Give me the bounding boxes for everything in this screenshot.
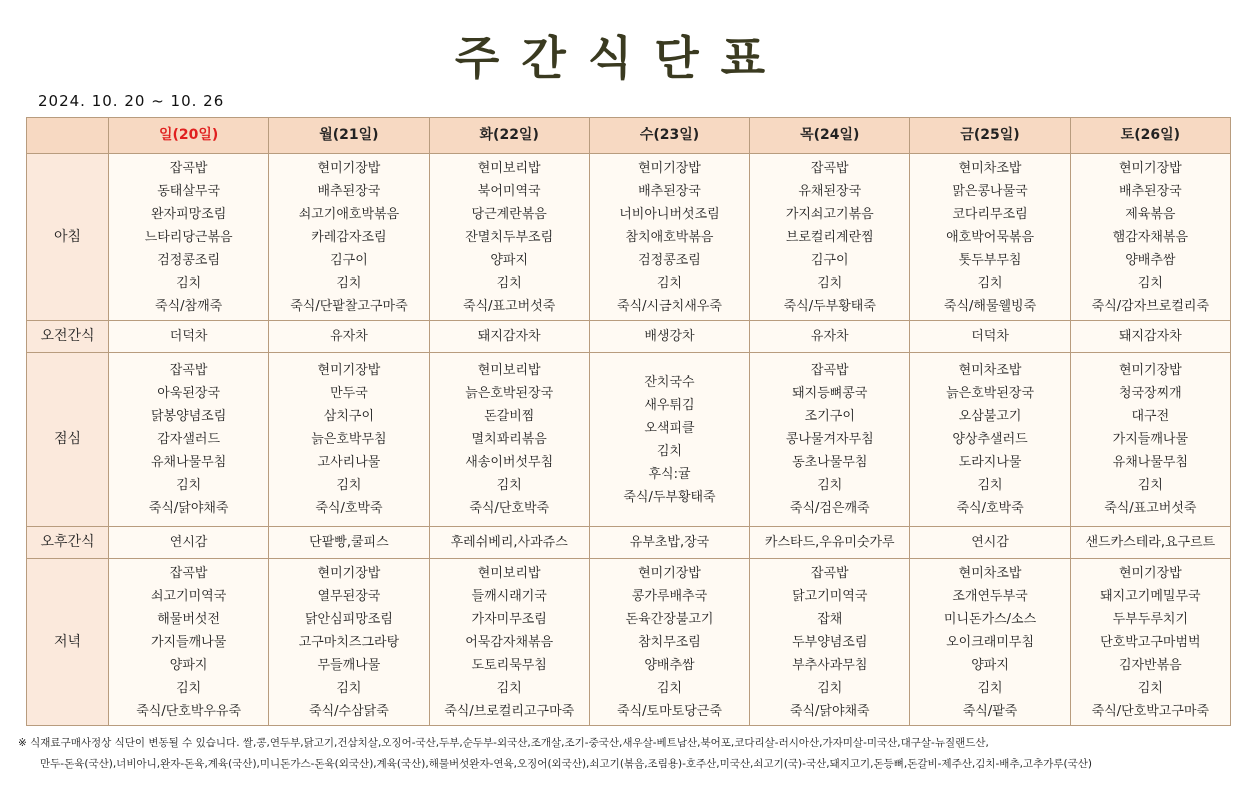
day-header: 금(25일) — [910, 118, 1070, 154]
meal-label: 오전간식 — [27, 321, 109, 353]
menu-cell — [589, 527, 749, 559]
menu-cell — [429, 527, 589, 559]
menu-item: 유채나물무침 — [1112, 455, 1189, 470]
menu-item: 유자차 — [810, 329, 849, 344]
menu-item: 너비아니버섯조림 — [619, 206, 720, 222]
menu-item: 가지들깨나물 — [1112, 432, 1189, 447]
menu-item: 김치 — [176, 680, 202, 696]
menu-item: 고구마치즈그라탕 — [298, 634, 400, 650]
menu-item: 김치 — [656, 443, 683, 459]
weekly-menu-table — [26, 117, 1231, 726]
menu-item: 참치무조림 — [638, 634, 701, 650]
menu-item: 열무된장국 — [317, 588, 381, 604]
menu-cell — [910, 154, 1070, 321]
menu-cell — [589, 321, 749, 353]
menu-item: 죽식/참깨죽 — [155, 298, 223, 314]
menu-item: 쇠고기애호박볶음 — [298, 206, 400, 222]
menu-item: 두부양념조림 — [792, 634, 868, 650]
menu-item: 후식:귤 — [648, 466, 691, 482]
menu-item: 배추된장국 — [317, 183, 381, 199]
menu-item: 잡곡밥 — [810, 363, 849, 378]
menu-cell — [589, 559, 749, 726]
menu-item: 죽식/브로컬리고구마죽 — [444, 703, 575, 719]
menu-item: 김치 — [336, 680, 362, 696]
menu-item: 죽식/해물웰빙죽 — [943, 298, 1037, 314]
meal-row — [27, 321, 1231, 353]
menu-item: 죽식/단호박고구마죽 — [1091, 703, 1210, 719]
menu-item: 검정콩조림 — [157, 252, 221, 268]
menu-cell — [269, 154, 429, 321]
menu-item: 죽식/단호박우유죽 — [136, 703, 242, 719]
menu-item: 김치 — [336, 275, 362, 291]
day-header: 화(22일) — [429, 118, 589, 154]
menu-item: 톳두부무침 — [958, 252, 1022, 268]
menu-item: 현미기장밥 — [317, 160, 381, 176]
menu-item: 동태살무국 — [157, 183, 221, 199]
menu-cell — [269, 559, 429, 726]
menu-item: 카레감자조림 — [311, 229, 387, 245]
menu-item: 늙은호박된장국 — [465, 386, 554, 401]
menu-cell — [750, 527, 910, 559]
menu-item: 양배추쌈 — [644, 657, 695, 673]
menu-item: 잡곡밥 — [169, 160, 208, 176]
menu-cell — [109, 154, 269, 321]
menu-item: 애호박어묵볶음 — [946, 229, 1034, 245]
menu-item: 콩나물겨자무침 — [785, 432, 874, 447]
day-header: 토(26일) — [1070, 118, 1230, 154]
menu-item: 들깨시래기국 — [471, 588, 547, 604]
menu-item: 늙은호박된장국 — [946, 386, 1034, 401]
menu-item: 김치 — [817, 275, 843, 291]
menu-cell — [429, 559, 589, 726]
menu-item: 김치 — [176, 275, 202, 291]
menu-item: 연시감 — [169, 535, 208, 550]
menu-cell — [109, 321, 269, 353]
menu-item: 죽식/두부황태죽 — [623, 489, 716, 505]
menu-item: 유부초밥,장국 — [629, 535, 710, 550]
menu-item: 배추된장국 — [1118, 183, 1182, 199]
menu-item: 김구이 — [810, 252, 849, 268]
menu-cell — [910, 353, 1070, 527]
meal-label: 점심 — [27, 353, 109, 527]
menu-item: 죽식/표고버섯죽 — [463, 298, 556, 314]
menu-item: 죽식/단팥찰고구마죽 — [290, 298, 408, 314]
menu-item: 늙은호박무침 — [311, 432, 387, 447]
menu-item: 양배추쌈 — [1125, 252, 1176, 268]
menu-item: 김치 — [977, 680, 1003, 696]
meal-row — [27, 527, 1231, 559]
menu-item: 콩가루배추국 — [631, 588, 708, 604]
menu-item: 양상추샐러드 — [952, 432, 1028, 447]
menu-item: 김자반볶음 — [1118, 657, 1182, 673]
menu-cell — [269, 527, 429, 559]
menu-item: 도토리묵무침 — [471, 657, 547, 673]
menu-cell — [750, 559, 910, 726]
menu-item: 잡곡밥 — [169, 565, 208, 581]
meal-row — [27, 154, 1231, 321]
page-title: 주간식단표 — [454, 31, 788, 85]
menu-item: 죽식/감자브로컬리죽 — [1091, 298, 1210, 314]
menu-item: 죽식/표고버섯죽 — [1104, 501, 1197, 516]
menu-item: 브로컬리계란찜 — [785, 229, 874, 245]
menu-item: 잡곡밥 — [810, 160, 849, 176]
menu-item: 돼지감자차 — [477, 329, 541, 344]
menu-item: 도라지나물 — [958, 455, 1022, 470]
footnote-line: 만두-돈육(국산),너비아니,완자-돈육,계육(국산),미니돈가스-돈육(외국산),계육(국산),해물버섯완자-연육,오징어(외국산),쇠고기(볶음,조림용)-호주산,미국산,쇠고기(국)-국산,돼지고기,돈등뼈,돈갈비-제주산,김치-배추,고추가루(국산) — [40, 758, 1092, 770]
menu-item: 새송이버섯무침 — [465, 455, 554, 470]
menu-cell — [589, 353, 749, 527]
meal-label: 저녁 — [27, 559, 109, 726]
menu-item: 가지쇠고기볶음 — [785, 206, 874, 222]
menu-item: 현미차조밥 — [958, 565, 1022, 581]
menu-item: 현미기장밥 — [1118, 160, 1182, 176]
menu-item: 카스타드,우유미숫가루 — [764, 535, 895, 550]
menu-item: 당근계란볶음 — [471, 206, 547, 222]
menu-item: 현미차조밥 — [958, 363, 1022, 378]
menu-item: 닭봉양념조림 — [150, 409, 227, 424]
menu-item: 부추사과무침 — [792, 657, 868, 673]
meal-label: 아침 — [27, 154, 109, 321]
menu-item: 동초나물무침 — [792, 455, 868, 470]
menu-cell — [910, 559, 1070, 726]
menu-cell — [750, 353, 910, 527]
menu-item: 죽식/호박죽 — [315, 501, 383, 516]
menu-item: 아욱된장국 — [157, 386, 221, 401]
menu-item: 가자미무조림 — [471, 611, 547, 627]
menu-item: 현미기장밥 — [1118, 363, 1182, 378]
menu-item: 김치 — [977, 478, 1003, 493]
menu-cell — [109, 559, 269, 726]
day-header: 목(24일) — [750, 118, 910, 154]
footnote-line: ※ 식재료구매사정상 식단이 변동될 수 있습니다. 쌀,콩,연두부,닭고기,건삼치살,오징어-국산,두부,순두부-외국산,조개살,조기-중국산,새우살-베트남산,북어포,코다리살-러시아산,가자미살-미국산,대구살-뉴질랜드산, — [18, 737, 989, 749]
menu-item: 검정콩조림 — [638, 252, 701, 268]
menu-item: 김치 — [1137, 275, 1163, 291]
menu-item: 참치애호박볶음 — [625, 229, 714, 245]
menu-item: 양파지 — [169, 657, 208, 673]
menu-item: 미니돈가스/소스 — [943, 611, 1037, 627]
menu-item: 유자차 — [330, 329, 368, 344]
meal-row — [27, 353, 1231, 527]
menu-item: 죽식/닭야채죽 — [789, 703, 870, 719]
menu-item: 단호박고구마범벅 — [1100, 634, 1201, 650]
menu-item: 맑은콩나물국 — [952, 183, 1028, 199]
menu-item: 완자피망조림 — [150, 206, 227, 222]
day-header: 월(21일) — [269, 118, 429, 154]
menu-item: 북어미역국 — [477, 183, 541, 199]
menu-item: 닭고기미역국 — [792, 588, 868, 604]
menu-item: 죽식/두부황태죽 — [783, 298, 876, 314]
menu-item: 더덕차 — [971, 329, 1009, 344]
menu-item: 조개연두부국 — [952, 588, 1028, 604]
menu-item: 죽식/닭야채죽 — [148, 501, 229, 516]
menu-item: 어묵감자채볶음 — [465, 634, 554, 650]
menu-item: 김치 — [336, 478, 362, 493]
menu-item: 양파지 — [971, 657, 1009, 673]
date-range: 2024. 10. 20 ~ 10. 26 — [38, 92, 225, 110]
menu-item: 삼치구이 — [323, 409, 375, 424]
menu-item: 조기구이 — [804, 409, 855, 424]
menu-item: 오색피클 — [644, 420, 695, 436]
menu-cell — [269, 353, 429, 527]
menu-item: 햄감자채볶음 — [1112, 229, 1189, 245]
menu-item: 연시감 — [971, 535, 1009, 550]
menu-item: 김치 — [977, 275, 1003, 291]
menu-item: 잔멸치두부조림 — [465, 229, 554, 245]
menu-item: 오삼불고기 — [958, 409, 1022, 424]
menu-cell — [429, 353, 589, 527]
menu-item: 배추된장국 — [638, 183, 701, 199]
menu-item: 현미기장밥 — [317, 363, 381, 378]
menu-cell — [1070, 321, 1230, 353]
menu-cell — [750, 321, 910, 353]
menu-item: 양파지 — [490, 252, 529, 268]
menu-item: 돼지감자차 — [1118, 329, 1182, 344]
menu-cell — [1070, 559, 1230, 726]
menu-item: 돼지등뼈콩국 — [792, 386, 868, 401]
menu-item: 현미차조밥 — [958, 160, 1022, 176]
menu-item: 현미보리밥 — [477, 363, 541, 378]
menu-item: 멸치꽈리볶음 — [471, 432, 547, 447]
menu-item: 김치 — [817, 680, 843, 696]
menu-item: 현미보리밥 — [477, 160, 541, 176]
menu-cell — [269, 321, 429, 353]
menu-item: 유채나물무침 — [150, 455, 227, 470]
menu-item: 해물버섯전 — [157, 611, 221, 627]
menu-item: 잡채 — [817, 611, 843, 627]
menu-item: 김구이 — [330, 252, 368, 268]
menu-item: 죽식/시금치새우죽 — [617, 298, 722, 314]
menu-item: 현미기장밥 — [317, 565, 381, 581]
menu-item: 단팥빵,쿨피스 — [309, 535, 389, 550]
menu-item: 후레쉬베리,사과쥬스 — [450, 535, 568, 550]
menu-item: 가지들깨나물 — [150, 634, 227, 650]
menu-item: 새우튀김 — [644, 397, 695, 413]
menu-item: 돈육간장불고기 — [625, 611, 714, 627]
menu-item: 김치 — [1137, 680, 1163, 696]
menu-item: 샌드카스테라,요구르트 — [1085, 535, 1216, 550]
menu-item: 죽식/호박죽 — [956, 501, 1024, 516]
menu-item: 돼지고기메밀무국 — [1100, 588, 1201, 604]
menu-item: 제육볶음 — [1125, 206, 1176, 222]
menu-item: 느타리당근볶음 — [144, 229, 233, 245]
menu-cell — [429, 321, 589, 353]
menu-item: 김치 — [176, 478, 202, 493]
menu-item: 죽식/검은깨죽 — [789, 501, 870, 516]
corner-cell — [27, 118, 109, 154]
menu-item: 닭안심피망조림 — [304, 611, 393, 627]
menu-item: 죽식/토마토당근죽 — [617, 703, 722, 719]
meal-row — [27, 559, 1231, 726]
menu-item: 김치 — [1137, 478, 1163, 493]
menu-item: 김치 — [496, 478, 522, 493]
menu-item: 잡곡밥 — [169, 363, 208, 378]
menu-cell — [910, 527, 1070, 559]
menu-cell — [1070, 353, 1230, 527]
menu-item: 현미보리밥 — [477, 565, 541, 581]
menu-item: 감자샐러드 — [157, 432, 221, 447]
menu-item: 김치 — [817, 478, 843, 493]
menu-item: 더덕차 — [169, 329, 208, 344]
menu-item: 김치 — [656, 275, 683, 291]
menu-cell — [109, 353, 269, 527]
menu-item: 두부두루치기 — [1112, 611, 1189, 627]
menu-cell — [1070, 527, 1230, 559]
menu-cell — [589, 154, 749, 321]
menu-item: 현미기장밥 — [1118, 565, 1182, 581]
header-row — [27, 118, 1231, 154]
menu-item: 유채된장국 — [798, 183, 862, 199]
menu-item: 돈갈비찜 — [484, 409, 535, 424]
menu-item: 쇠고기미역국 — [150, 588, 227, 604]
menu-cell — [429, 154, 589, 321]
menu-item: 죽식/단호박죽 — [469, 501, 550, 516]
menu-item: 잡곡밥 — [810, 565, 849, 581]
menu-item: 김치 — [496, 275, 522, 291]
day-header: 수(23일) — [589, 118, 749, 154]
menu-item: 코다리무조림 — [952, 206, 1028, 222]
menu-item: 만두국 — [330, 386, 368, 401]
menu-item: 죽식/수삼닭죽 — [309, 703, 389, 719]
menu-item: 무들깨나물 — [317, 657, 381, 673]
menu-item: 김치 — [496, 680, 522, 696]
menu-item: 고사리나물 — [317, 455, 381, 470]
menu-item: 김치 — [656, 680, 683, 696]
menu-cell — [910, 321, 1070, 353]
menu-item: 현미기장밥 — [638, 565, 701, 581]
menu-item: 배생강차 — [644, 329, 695, 344]
menu-item: 죽식/팥죽 — [962, 703, 1018, 719]
menu-cell — [750, 154, 910, 321]
menu-item: 대구전 — [1131, 409, 1170, 424]
footnote — [18, 733, 1233, 775]
menu-cell — [109, 527, 269, 559]
meal-label: 오후간식 — [27, 527, 109, 559]
menu-item: 현미기장밥 — [638, 160, 701, 176]
menu-cell — [1070, 154, 1230, 321]
menu-item: 잔치국수 — [644, 374, 695, 390]
menu-item: 오이크래미무침 — [946, 634, 1034, 650]
menu-item: 청국장찌개 — [1118, 386, 1182, 401]
day-header: 일(20일) — [109, 118, 269, 154]
